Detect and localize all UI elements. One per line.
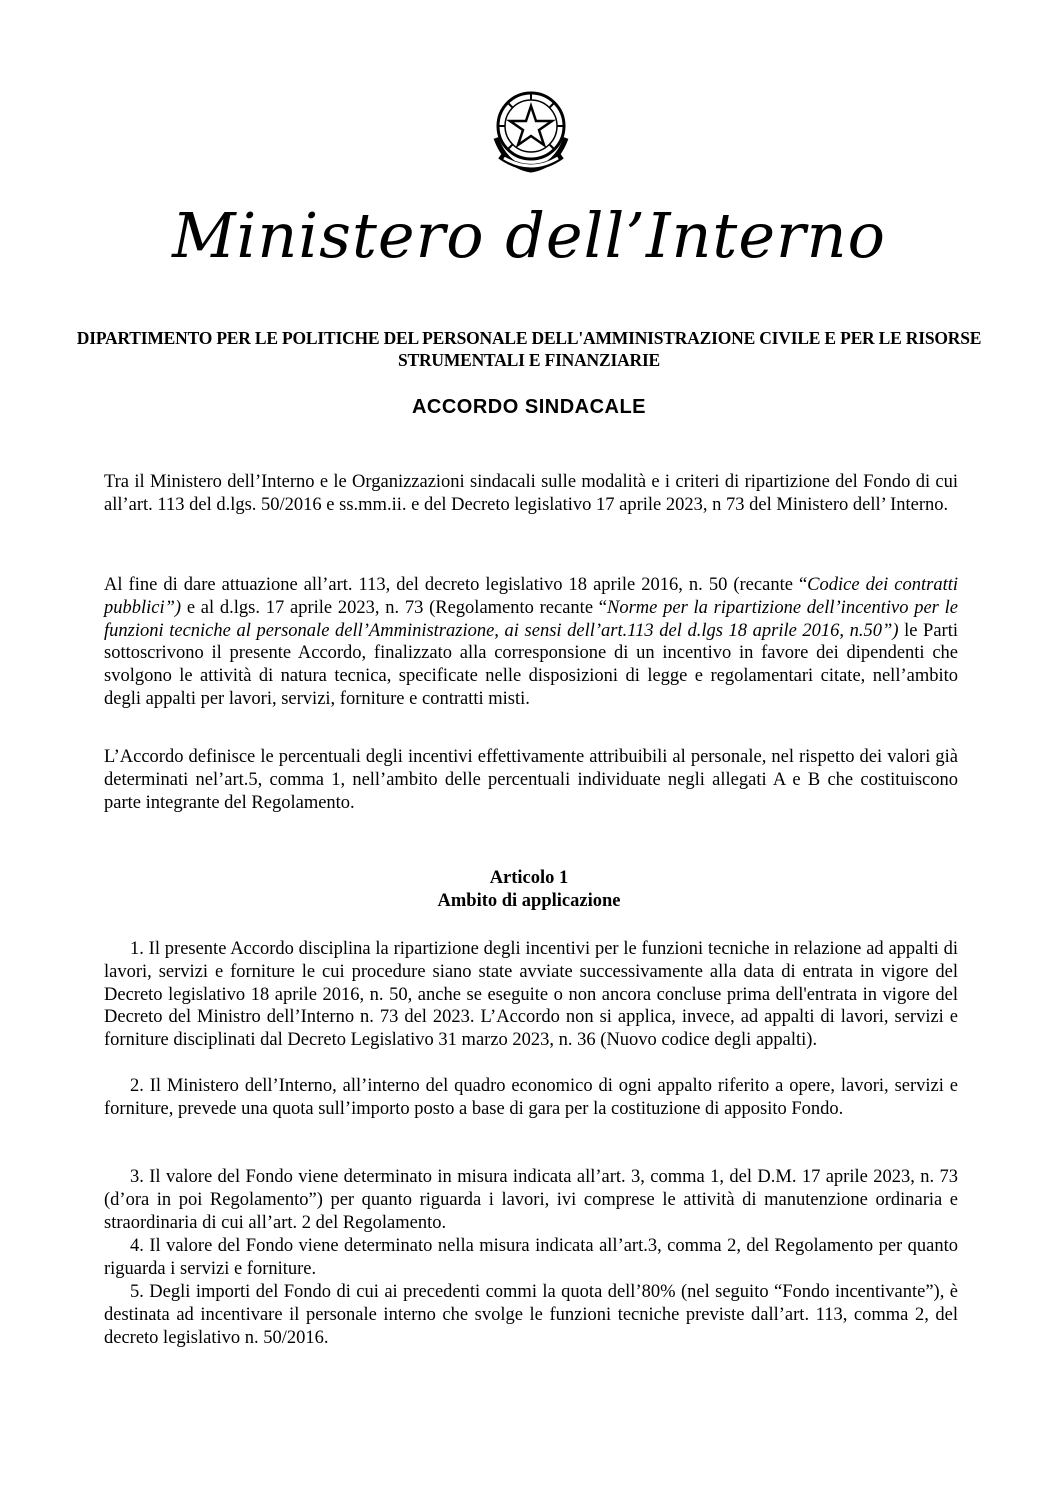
intro-paragraph-percentages: L’Accordo definisce le percentuali degli incentivi effettivamente attribuibili al personale, nel rispetto dei valori già determinati nel’art.5, comma 1, nell’ambito delle percentuali individuate negli allegati A e B che costituiscono parte integrante del Regolamento. bbox=[104, 747, 958, 813]
article-number: Articolo 1 bbox=[489, 868, 569, 888]
article-clause-2: 2. Il Ministero dell’Interno, all’interno del quadro economico di ogni appalto riferito a opere, lavori, servizi e forniture, prevede una quota sull’importo posto a base di gara per la costituzione di apposito Fondo. bbox=[104, 1076, 958, 1119]
article-clause-3: 3. Il valore del Fondo viene determinato in misura indicata all’art. 3, comma 1, del D.M. 17 aprile 2023, n. 73 (d’ora in poi Regolamento”) per quanto riguarda i lavori, ivi comprese le attività di manutenzione ordinaria e straordinaria di cui all’art. 2 del Regolamento. bbox=[104, 1167, 958, 1233]
republic-emblem-icon bbox=[486, 86, 576, 178]
article-title: Ambito di applicazione bbox=[437, 891, 621, 911]
department-heading: DIPARTIMENTO PER LE POLITICHE DEL PERSONALE DELL'AMMINISTRAZIONE CIVILE E PER LE RISORSE STRUMENTALI E FINANZIARIE bbox=[76, 328, 982, 370]
article-clause-4: 4. Il valore del Fondo viene determinato nella misura indicata all’art.3, comma 2, del Regolamento per quanto riguarda i servizi e forniture. bbox=[104, 1236, 958, 1279]
intro-paragraph-parties: Tra il Ministero dell’Interno e le Organizzazioni sindacali sulle modalità e i criteri di ripartizione del Fondo di cui all’art. 113 del d.lgs. 50/2016 e ss.mm.ii. e del Decreto legislativo 17 aprile 2023, n 73 del Ministero dell’ Interno. bbox=[104, 472, 958, 515]
article-clause-1: 1. Il presente Accordo disciplina la ripartizione degli incentivi per le funzioni tecniche in relazione ad appalti di lavori, servizi e forniture le cui procedure siano state avviate successivamente alla data di entrata in vigore del Decreto legislativo 18 aprile 2016, n. 50, anche se eseguite o non ancora concluse prima dell'entrata in vigore del Decreto del Ministro dell’Interno n. 73 del 2023. L’Accordo non si applica, invece, ad appalti di lavori, servizi e forniture disciplinati dal Decreto Legislativo 31 marzo 2023, n. 36 (Nuovo codice degli appalti). bbox=[104, 939, 958, 1051]
article-clause-5: 5. Degli importi del Fondo di cui ai precedenti commi la quota dell’80% (nel seguito “Fondo incentivante”), è destinata ad incentivare il personale interno che svolge le funzioni tecniche previste dall’art. 113, comma 2, del decreto legislativo n. 50/2016. bbox=[104, 1282, 958, 1348]
intro-paragraph-purpose: Al fine di dare attuazione all’art. 113, del decreto legislativo 18 aprile 2016, n. 50 (recante “Codice dei contratti pubblici”) e al d.lgs. 17 aprile 2023, n. 73 (Regolamento recante “Norme per la ripartizione dell’incentivo per le funzioni tecniche al personale dell’Amministrazione, ai sensi dell’art.113 del d.lgs 18 aprile 2016, n.50”) le Parti sottoscrivono il presente Accordo, finalizzato alla corresponsione di un incentivo in favore dei dipendenti che svolgono le attività di natura tecnica, specificate nelle disposizioni di legge e regolamentari citate, nell’ambito degli appalti per lavori, servizi, forniture e contratti misti. bbox=[104, 575, 958, 709]
ministry-name: Ministero dell’Interno bbox=[172, 199, 886, 272]
document-title: ACCORDO SINDACALE bbox=[411, 396, 647, 418]
